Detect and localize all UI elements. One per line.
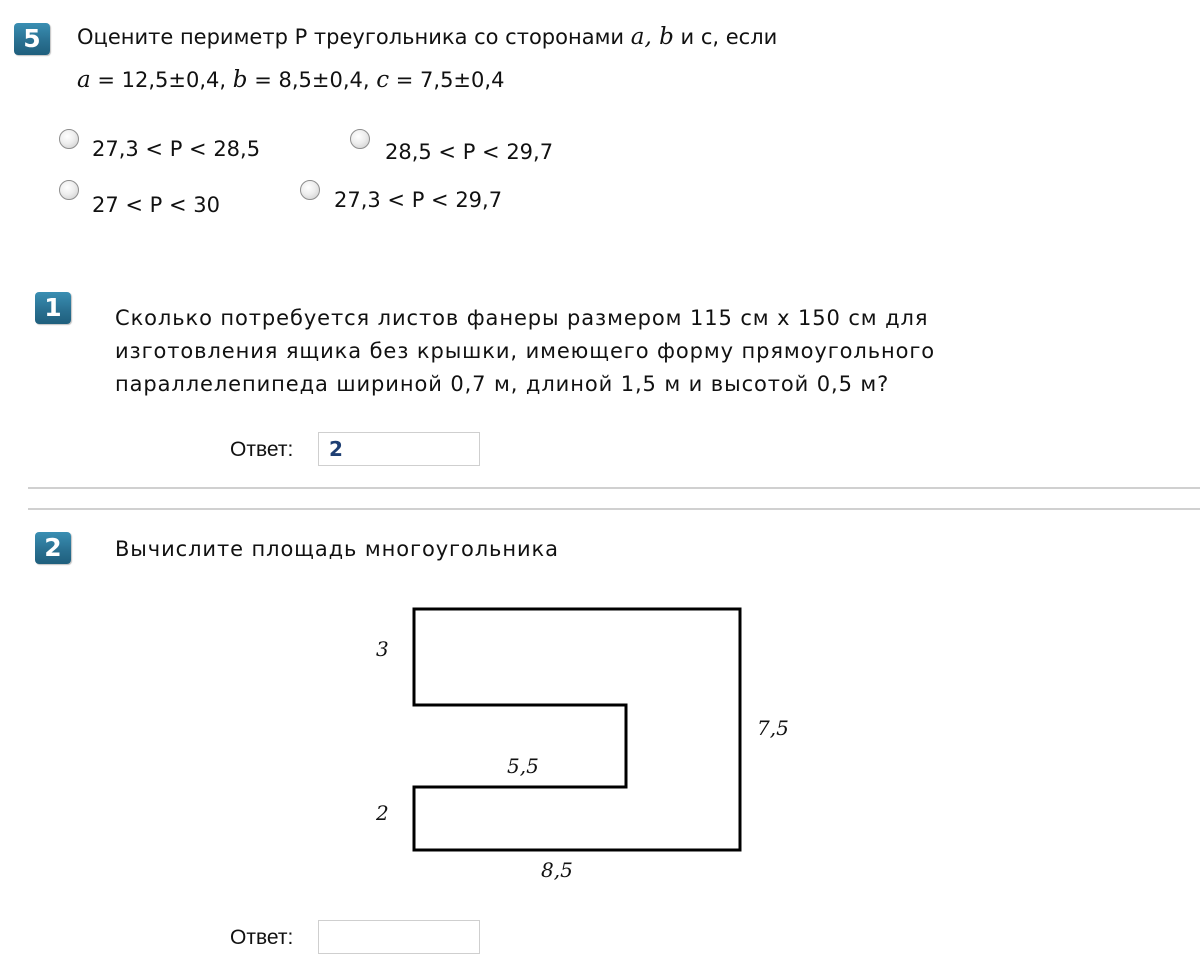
polygon-shape (414, 609, 740, 850)
answer-label: Ответ: (230, 438, 294, 461)
task1-question-line: Сколько потребуется листов фанеры размером 115 см x 150 см для (115, 306, 929, 330)
answer-input[interactable] (318, 920, 480, 954)
dimension-label: 7,5 (757, 716, 789, 740)
value-b: = 8,5±0,4, (247, 68, 377, 92)
option-label: 27,3 < P < 28,5 (92, 137, 261, 161)
task5-question-tail: и c, если (673, 25, 778, 49)
dimension-label: 8,5 (541, 858, 573, 882)
task-number-badge: 5 (14, 23, 50, 55)
task5-question-lead: Оцените периметр P треугольника со сторонами (77, 25, 631, 49)
option-label: 27,3 < P < 29,7 (334, 188, 503, 212)
answer-input[interactable]: 2 (318, 432, 480, 466)
task1-question-line: параллелепипеда шириной 0,7 м, длиной 1,5 м и высотой 0,5 м? (115, 372, 890, 396)
task2-question: Вычислите площадь многоугольника (115, 537, 559, 561)
value-a: = 12,5±0,4, (90, 68, 233, 92)
task-number-badge: 1 (35, 292, 71, 324)
var-c: c (376, 67, 390, 93)
var-b: b (232, 67, 248, 93)
task1-question-line: изготовления ящика без крышки, имеющего форму прямоугольного (115, 339, 936, 363)
dimension-label: 5,5 (507, 754, 539, 778)
value-c: = 7,5±0,4 (389, 68, 505, 92)
option-label: 28,5 < P < 29,7 (385, 140, 554, 164)
dimension-label: 2 (376, 801, 389, 825)
task-number-badge: 2 (35, 532, 71, 564)
task5-question-vars: a, b (630, 24, 674, 50)
option-label: 27 < P < 30 (92, 193, 220, 217)
var-a: a (77, 67, 91, 93)
dimension-label: 3 (376, 637, 389, 661)
answer-label: Ответ: (230, 926, 294, 949)
